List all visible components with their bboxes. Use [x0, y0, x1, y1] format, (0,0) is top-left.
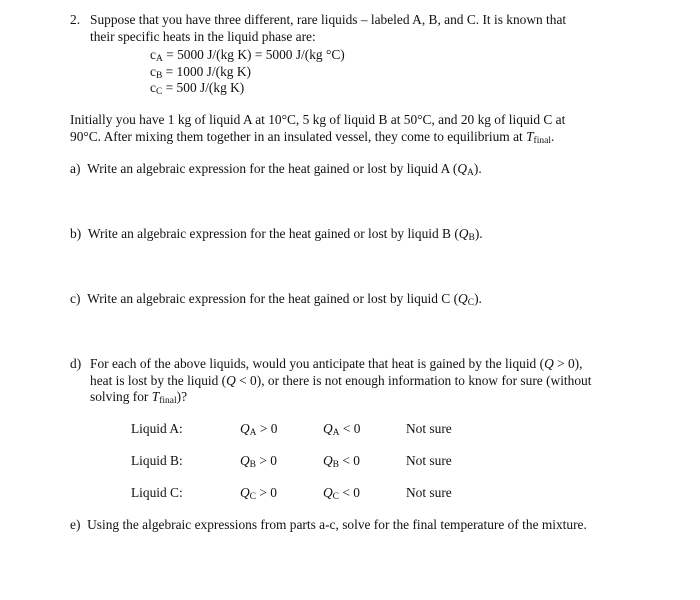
- part-b-question: b) Write an algebraic expression for the heat gained or lost by liquid B (QB).: [70, 226, 483, 243]
- part-d-label: d): [70, 356, 82, 371]
- part-d-line-3: solving for Tfinal)?: [90, 389, 188, 406]
- specific-heat-c: cC = 500 J/(kg K): [150, 80, 245, 97]
- option-not-sure[interactable]: Not sure: [406, 453, 452, 468]
- part-e-question: e) Using the algebraic expressions from parts a-c, solve for the final temperature of the mixture.: [70, 517, 587, 532]
- option-heat-lost[interactable]: QB < 0: [323, 453, 360, 470]
- liquid-label: Liquid C:: [131, 485, 183, 500]
- option-heat-gained[interactable]: QC > 0: [240, 485, 277, 502]
- part-a-question: a) Write an algebraic expression for the heat gained or lost by liquid A (QA).: [70, 161, 482, 178]
- initial-conditions-line-1: Initially you have 1 kg of liquid A at 10°C, 5 kg of liquid B at 50°C, and 20 kg of liquid C at: [70, 112, 566, 127]
- option-heat-lost[interactable]: QC < 0: [323, 485, 360, 502]
- specific-heat-b: cB = 1000 J/(kg K): [150, 64, 251, 81]
- intro-line-1: Suppose that you have three different, rare liquids – labeled A, B, and C. It is known that: [90, 12, 567, 27]
- option-not-sure[interactable]: Not sure: [406, 485, 452, 500]
- initial-conditions-line-2: 90°C. After mixing them together in an insulated vessel, they come to equilibrium at Tfinal.: [70, 129, 555, 146]
- option-heat-lost[interactable]: QA < 0: [323, 421, 361, 438]
- part-d-line-2: heat is lost by the liquid (Q < 0), or there is not enough information to know for sure (without: [90, 373, 592, 388]
- liquid-label: Liquid B:: [131, 453, 183, 468]
- intro-line-2: their specific heats in the liquid phase are:: [90, 29, 316, 44]
- option-heat-gained[interactable]: QB > 0: [240, 453, 277, 470]
- problem-number: 2.: [70, 12, 81, 27]
- liquid-label: Liquid A:: [131, 421, 183, 436]
- part-d-line-1: For each of the above liquids, would you anticipate that heat is gained by the liquid (Q > 0),: [90, 356, 583, 371]
- specific-heat-a: cA = 5000 J/(kg K) = 5000 J/(kg °C): [150, 47, 345, 64]
- part-c-question: c) Write an algebraic expression for the heat gained or lost by liquid C (QC).: [70, 291, 482, 308]
- option-heat-gained[interactable]: QA > 0: [240, 421, 278, 438]
- option-not-sure[interactable]: Not sure: [406, 421, 452, 436]
